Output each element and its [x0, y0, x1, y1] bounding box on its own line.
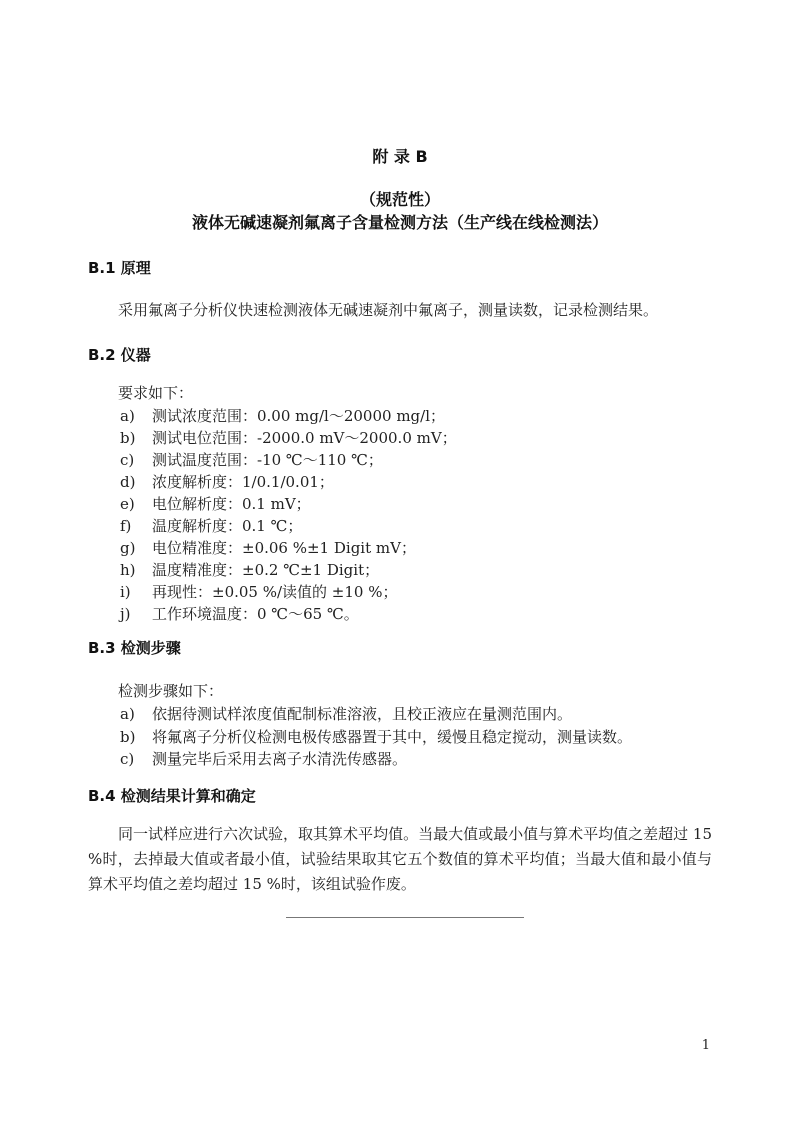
section-paragraph: 采用氟离子分析仪快速检测液体无碱速凝剂中氟离子，测量读数，记录检测结果。 [118, 301, 659, 319]
list-item [120, 603, 712, 625]
list-item-text: 温度解析度：0.1 ℃； [152, 517, 303, 535]
list-item-label: g) [120, 539, 136, 557]
list-item [120, 493, 712, 515]
list-item [120, 427, 712, 449]
list-item-label: b) [120, 429, 136, 447]
list-item [120, 449, 712, 471]
normative-label: （规范性） [359, 190, 440, 209]
end-of-appendix-rule [286, 917, 524, 918]
list-item-text: 测试浓度范围：0.00 mg/l～20000 mg/l； [152, 407, 446, 425]
list-item-text: 电位解析度：0.1 mV； [152, 495, 311, 513]
section-heading: B.2 仪器 [88, 346, 151, 364]
list-intro: 要求如下： [118, 384, 194, 402]
section-b4-results [88, 786, 712, 897]
list-item [120, 748, 712, 771]
list-item-text: 依据待测试样浓度值配制标准溶液，且校正液应在量测范围内。 [152, 705, 573, 723]
list-item [120, 581, 712, 603]
list-item-label: f) [120, 517, 132, 535]
list-item [120, 537, 712, 559]
section-heading: B.3 检测步骤 [88, 639, 181, 657]
document-title: 液体无碱速凝剂氟离子含量检测方法（生产线在线检测法） [191, 213, 608, 232]
section-heading: B.4 检测结果计算和确定 [88, 786, 256, 805]
list-item [120, 515, 712, 537]
page-number: 1 [701, 1038, 710, 1053]
list-item-text: 温度精准度：±0.2 ℃±1 Digit； [152, 561, 380, 579]
list-item-text: 电位精准度：±0.06 %±1 Digit mV； [152, 539, 416, 557]
section-b3-procedure [88, 638, 712, 771]
list-item-text: 测试电位范围：-2000.0 mV～2000.0 mV； [152, 429, 457, 447]
list-item-label: d) [120, 473, 136, 491]
requirements-list [88, 405, 712, 625]
list-item-label: a) [120, 407, 135, 425]
section-heading: B.1 原理 [88, 259, 151, 277]
list-item-text: 测量完毕后采用去离子水清洗传感器。 [152, 750, 408, 768]
list-item [120, 726, 712, 749]
procedure-list [88, 703, 712, 771]
list-item-text: 再现性：±0.05 %/读值的 ±10 %； [152, 583, 398, 601]
list-item [120, 471, 712, 493]
list-item-text: 测试温度范围：-10 ℃～110 ℃； [152, 451, 383, 469]
list-item [120, 703, 712, 726]
section-b1-principle [88, 258, 712, 321]
list-item-label: c) [120, 750, 135, 768]
list-item [120, 405, 712, 427]
list-item-label: a) [120, 705, 135, 723]
list-item-label: h) [120, 561, 136, 579]
list-intro: 检测步骤如下： [118, 682, 224, 700]
section-b2-instruments [88, 345, 712, 625]
list-item-label: j) [120, 605, 131, 623]
list-item-text: 将氟离子分析仪检测电极传感器置于其中，缓慢且稳定搅动，测量读数。 [152, 727, 633, 746]
list-item-label: e) [120, 495, 135, 513]
list-item-text: 浓度解析度：1/0.1/0.01； [152, 473, 334, 491]
list-item-label: b) [120, 727, 136, 746]
list-item [120, 559, 712, 581]
list-item-label: c) [120, 451, 135, 469]
list-item-label: i) [120, 583, 131, 601]
appendix-title: 附 录 B [372, 147, 428, 166]
list-item-text: 工作环境温度：0 ℃～65 ℃。 [152, 605, 359, 623]
section-paragraph: 同一试样应进行六次试验，取其算术平均值。当最大值或最小值与算术平均值之差超过 15 %时，去掉最大值或者最小值，试验结果取其它五个数值的算术平均值；当最大值和最小值与算术平均值之差均超过 15 %时，该组试验作废。 [88, 824, 712, 893]
